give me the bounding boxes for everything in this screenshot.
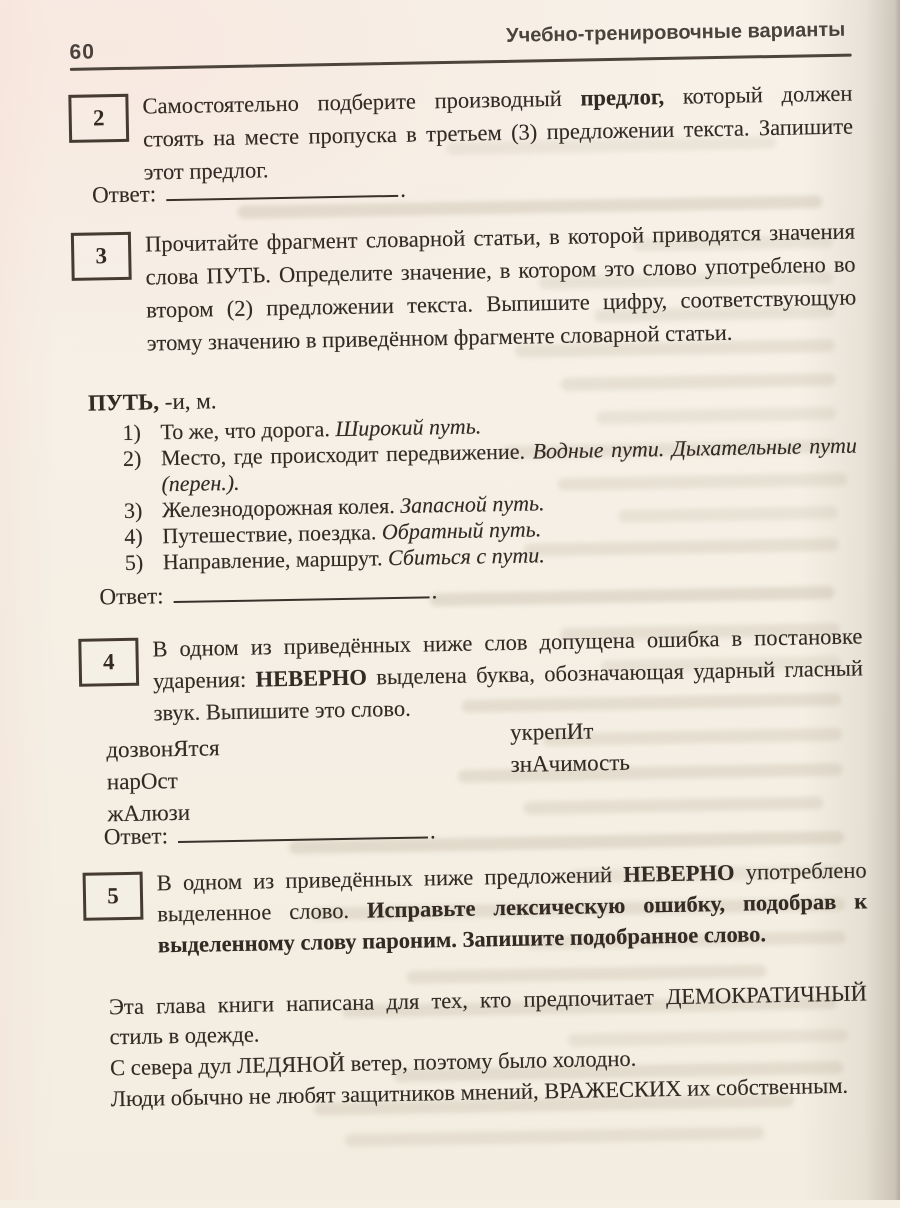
dictionary-item-number: 5) (124, 549, 144, 575)
answer-period: . (429, 818, 436, 844)
task-3-text: Прочитайте фрагмент словарной статьи, в которой приводятся значения слова ПУТЬ. Определите значение, в котором это слово употреблено во втором (2) предложении текста. Выпишите цифру, соответствующую этому значению в приведённом фрагменте словарной статьи. (144, 218, 857, 356)
task-4-number-box (78, 638, 139, 687)
dictionary-definitions (96, 407, 859, 577)
answer-label: Ответ: (99, 583, 164, 610)
task-2-number-box (68, 94, 129, 143)
dictionary-item-number: 3) (123, 497, 143, 523)
dictionary-item-text: Железнодорожная колея. Запасной путь. (161, 490, 545, 523)
example-sentence: Люди обычно не любят защитников мнений, ВРАЖЕСКИХ их собственным. (110, 1072, 849, 1112)
stress-word: нарОст (106, 768, 179, 795)
dictionary-item-text: Направление, маршрут. Сбиться с пути. (162, 542, 545, 575)
stress-word: знАчимость (510, 749, 631, 777)
task-5 (74, 854, 868, 961)
task-5-text: В одном из приведённых ниже предложений НЕВЕРНО употреблено выделенное слово. Исправьте лексическую ошибку, подобрав к выделенному слову пароним. Запишите подобранное слово. (156, 857, 868, 958)
task-4-text: В одном из приведённых ниже слов допущена ошибка в постановке ударения: НЕВЕРНО выделена буква, обозначающая ударный гласный звук. Выпишите это слово. (152, 623, 864, 726)
task-2-number: 2 (92, 105, 105, 131)
dictionary-item-number: 2) (122, 445, 142, 471)
dictionary-headword-line (88, 388, 217, 416)
stress-word: укрепИт (509, 718, 594, 745)
task-4-number: 4 (102, 649, 115, 675)
task-3 (63, 215, 857, 361)
task-4 (70, 620, 864, 730)
task-5-number: 5 (107, 883, 119, 909)
dictionary-item-number: 1) (122, 419, 142, 445)
answer-blank-line (166, 190, 398, 201)
page-number: 60 (69, 40, 96, 64)
task-3-number-box (71, 232, 132, 281)
stress-word: дозвонЯтся (106, 735, 220, 763)
answer-blank-line (178, 831, 428, 843)
task-3-answer-row (99, 578, 437, 610)
stress-words-columns (106, 718, 748, 831)
answer-label: Ответ: (91, 181, 157, 208)
header-rule (70, 54, 852, 71)
answer-blank-line (174, 591, 430, 603)
running-title: Учебно-тренировочные варианты (505, 18, 846, 47)
example-sentence: Эта глава книги написана для тех, кто предпочитает ДЕМОКРАТИЧНЫЙ стиль в одежде. (108, 980, 868, 1050)
bleed-through-artifact (561, 373, 836, 391)
dictionary-item-text: Место, где происходит передвижение. Водные пути. Дыхательные пути (перен.). (160, 432, 858, 497)
stress-words-right-column (510, 715, 630, 781)
dictionary-item-number: 4) (124, 523, 143, 549)
answer-label: Ответ: (103, 823, 169, 850)
stress-word: жАлюзи (107, 799, 191, 827)
dictionary-headword-grammar: -и, м. (158, 388, 217, 415)
task-5-number-box (83, 872, 144, 921)
task-2 (60, 77, 854, 190)
answer-period: . (431, 578, 438, 604)
dictionary-item-text: То же, что дорога. Широкий путь. (160, 413, 482, 445)
example-sentence: С севера дул ЛЕДЯНОЙ ветер, поэтому было холодно. (109, 1045, 637, 1081)
stress-words-left-column (106, 723, 748, 831)
task-2-text: Самостоятельно подберите производный предлог, который должен стоять на месте пропуска в третьем (3) предложении текста. Запишите этот предлог. (142, 80, 854, 185)
bleed-through-artifact (430, 586, 835, 606)
task-3-number: 3 (95, 243, 108, 269)
bleed-through-artifact (344, 1126, 764, 1147)
dictionary-item-text: Путешествие, поездка. Обратный путь. (162, 516, 542, 549)
answer-period: . (399, 176, 407, 202)
paronym-example-sentences (109, 978, 869, 1115)
dictionary-headword: ПУТЬ, (87, 389, 160, 416)
